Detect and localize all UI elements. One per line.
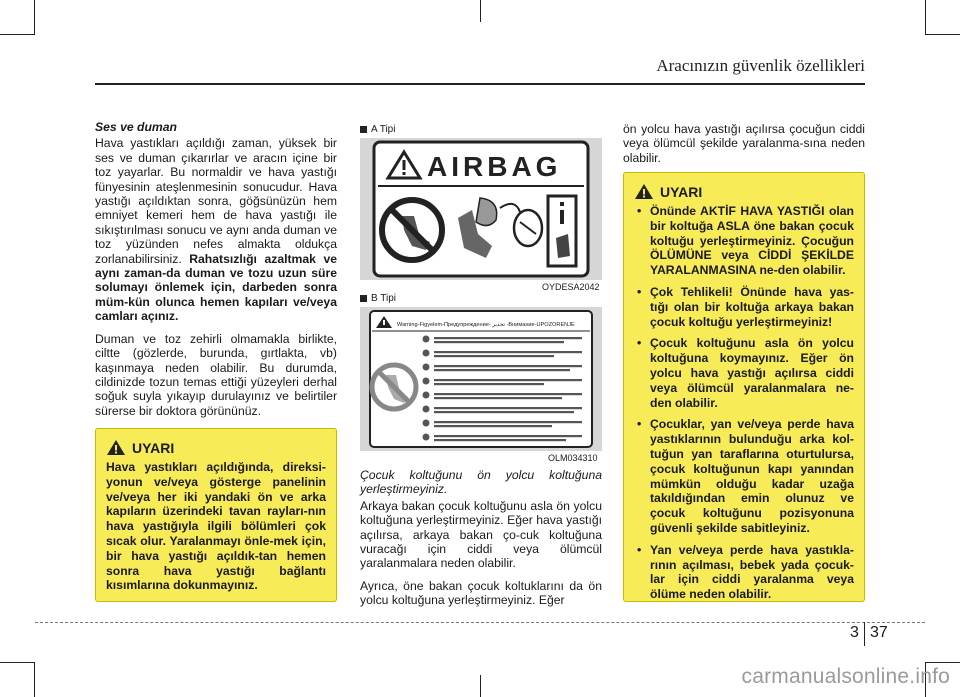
- warning-box: [95, 428, 337, 602]
- header-rule: [95, 83, 865, 85]
- footer-rule: [35, 622, 925, 623]
- crop-mark: [34, 0, 35, 35]
- paragraph: Hava yastıkları açıldığı zaman, yüksek bir ses ve duman çıkarırlar ve aracın içine bir toz yayarlar. Bu normaldir ve hava yastığı fünyesinin ateşlenmesinin sonucudur. Hava yastığı açıldıktan sonra, göğsünüzün hem emniyet kemeri hem de hava yastığı ile sıkıştırılması sonucu ve aynı anda duman ve toz yüzünden nefes almakta oldukça zorlanabilirsiniz. Rahatsızlığı azaltmak ve aynı zaman-da duman ve tozu uzun süre solumayı önlemek için, darbeden sonra müm-kün olunca hemen kapıları ve/veya camları açınız.: [95, 136, 337, 324]
- section-subhead: Ses ve duman: [95, 120, 177, 134]
- crop-mark: [34, 662, 35, 697]
- warning-header: [106, 439, 326, 456]
- paragraph: ön yolcu hava yastığı açılırsa çocuğun ciddi veya ölümcül şekilde yaralanma-sına neden olabilir.: [623, 122, 865, 165]
- warning-item: • Çocuk koltuğunu asla ön yolcu koltuğuna koymayınız. Eğer ön yolcu hava yastığı açılırsa ciddi veya ölümcül yaralanmalara ne-den olabilir.: [634, 336, 854, 410]
- figure-a: [360, 138, 602, 280]
- figure-b-code: OLM034310: [548, 453, 598, 463]
- section-subhead: Çocuk koltuğunu ön yolcu koltuğuna yerleştirmeyiniz.: [360, 468, 602, 497]
- warning-box: [623, 172, 865, 602]
- warning-text: Hava yastıkları açıldığında, direksi-yonun ve/veya gösterge panelinin ve/veya her iki yandaki ön ve arka kapıların üzerindeki tavan rayları-nın hava yastığıyla ilgili bölümleri çok sıcak olur. Yaralanmayı önle-mek için, bir hava yastığı açıldık-tan hemen sonra hava yastığı bağlantı kısımlarına dokunmayınız.: [106, 460, 326, 593]
- figure-a-code: OYDESA2042: [542, 282, 600, 292]
- warning-title: UYARI: [660, 183, 703, 200]
- warning-triangle-icon: [634, 183, 654, 200]
- figure-a-label: A Tipi: [360, 124, 395, 135]
- airbag-title: AIRBAG: [427, 151, 562, 182]
- crop-mark: [0, 662, 35, 663]
- crop-mark: [925, 34, 960, 35]
- crop-mark: [480, 0, 481, 22]
- left-column: [95, 120, 337, 426]
- right-column-text: [623, 122, 865, 173]
- multilingual-warning-label: [360, 307, 602, 451]
- square-bullet-icon: [360, 126, 367, 133]
- warning-list: [634, 204, 854, 602]
- warning-item: • Yan ve/veya perde hava yastıkla-rının açılması, bebek yada çocuk-lar için ciddi yaralanma veya ölüme neden olabilir.: [634, 543, 854, 602]
- paragraph: Duman ve toz zehirli olmamakla birlikte, ciltte (gözlerde, burunda, gırtlakta, vb) kaşınmaya neden olabilir. Bu durumda, cildinizde tozun temas ettiği yüzeyleri derhal soğuk suyla yıkayıp durulayınız ve belirtiler sürerse bir doktora görününüz.: [95, 331, 337, 418]
- warning-title: UYARI: [132, 439, 175, 456]
- watermark: carmanualsonline.info: [741, 665, 950, 688]
- page-number: 37: [870, 624, 888, 641]
- warning-item: • Çocuklar, yan ve/veya perde hava yastıklarının bulunduğu arka kol-tuğun yan taraflarına oturtulursa, çocuk koltuğunun kapı yanından mümkün olduğu kadar uzağa takıldığından emin olunuz ve çocuk koltuğunu pozisyonuna güvenli şekilde sabitleyiniz.: [634, 417, 854, 535]
- crop-mark: [925, 0, 926, 35]
- paragraph: Arkaya bakan çocuk koltuğunu asla ön yolcu koltuğuna yerleştirmeyiniz. Eğer hava yastığı açılırsa, arkaya bakan ço-cuk koltuğuna vuracağı için ciddi veya ölümcül yaralanmalara neden olabilir.: [360, 498, 602, 571]
- crop-mark: [0, 34, 35, 35]
- page-divider: [864, 622, 865, 646]
- bold-instruction: Rahatsızlığı azaltmak ve aynı zaman-da duman ve tozu uzun süre solumayı önlemek için, darbeden sonra müm-kün olunca hemen kapıları ve/veya camları açınız.: [95, 251, 337, 324]
- warning-triangle-icon: [106, 439, 126, 456]
- chapter-title: Aracınızın güvenlik özellikleri: [656, 56, 865, 75]
- middle-column-text: [360, 468, 602, 616]
- figure-b: [360, 307, 602, 451]
- crop-mark: [925, 662, 960, 663]
- airbag-warning-label: [360, 138, 602, 280]
- square-bullet-icon: [360, 295, 367, 302]
- paragraph: Ayrıca, öne bakan çocuk koltuklarını da ön yolcu koltuğuna yerleştirmeyiniz. Eğer: [360, 578, 602, 608]
- crop-mark: [480, 675, 481, 697]
- warning-item: • Önünde AKTİF HAVA YASTIĞI olan bir koltuğa ASLA öne bakan çocuk koltuğu yerleştirmeyiniz. Çocuğun ÖLÜMÜNE veya CİDDİ ŞEKİLDE YARALANMASINA ne-den olabilir.: [634, 204, 854, 278]
- label-header: Warning-Figyelem-Предупреждение- تحذير -Внимание-UPOZORENJE: [397, 322, 575, 328]
- warning-item: • Çok Tehlikeli! Önünde hava yas-tığı olan bir koltuğa arkaya bakan çocuk koltuğu yerleştirmeyiniz!: [634, 285, 854, 329]
- section-number: 3: [850, 624, 859, 641]
- figure-b-label: B Tipi: [360, 293, 396, 304]
- warning-header: [634, 183, 854, 200]
